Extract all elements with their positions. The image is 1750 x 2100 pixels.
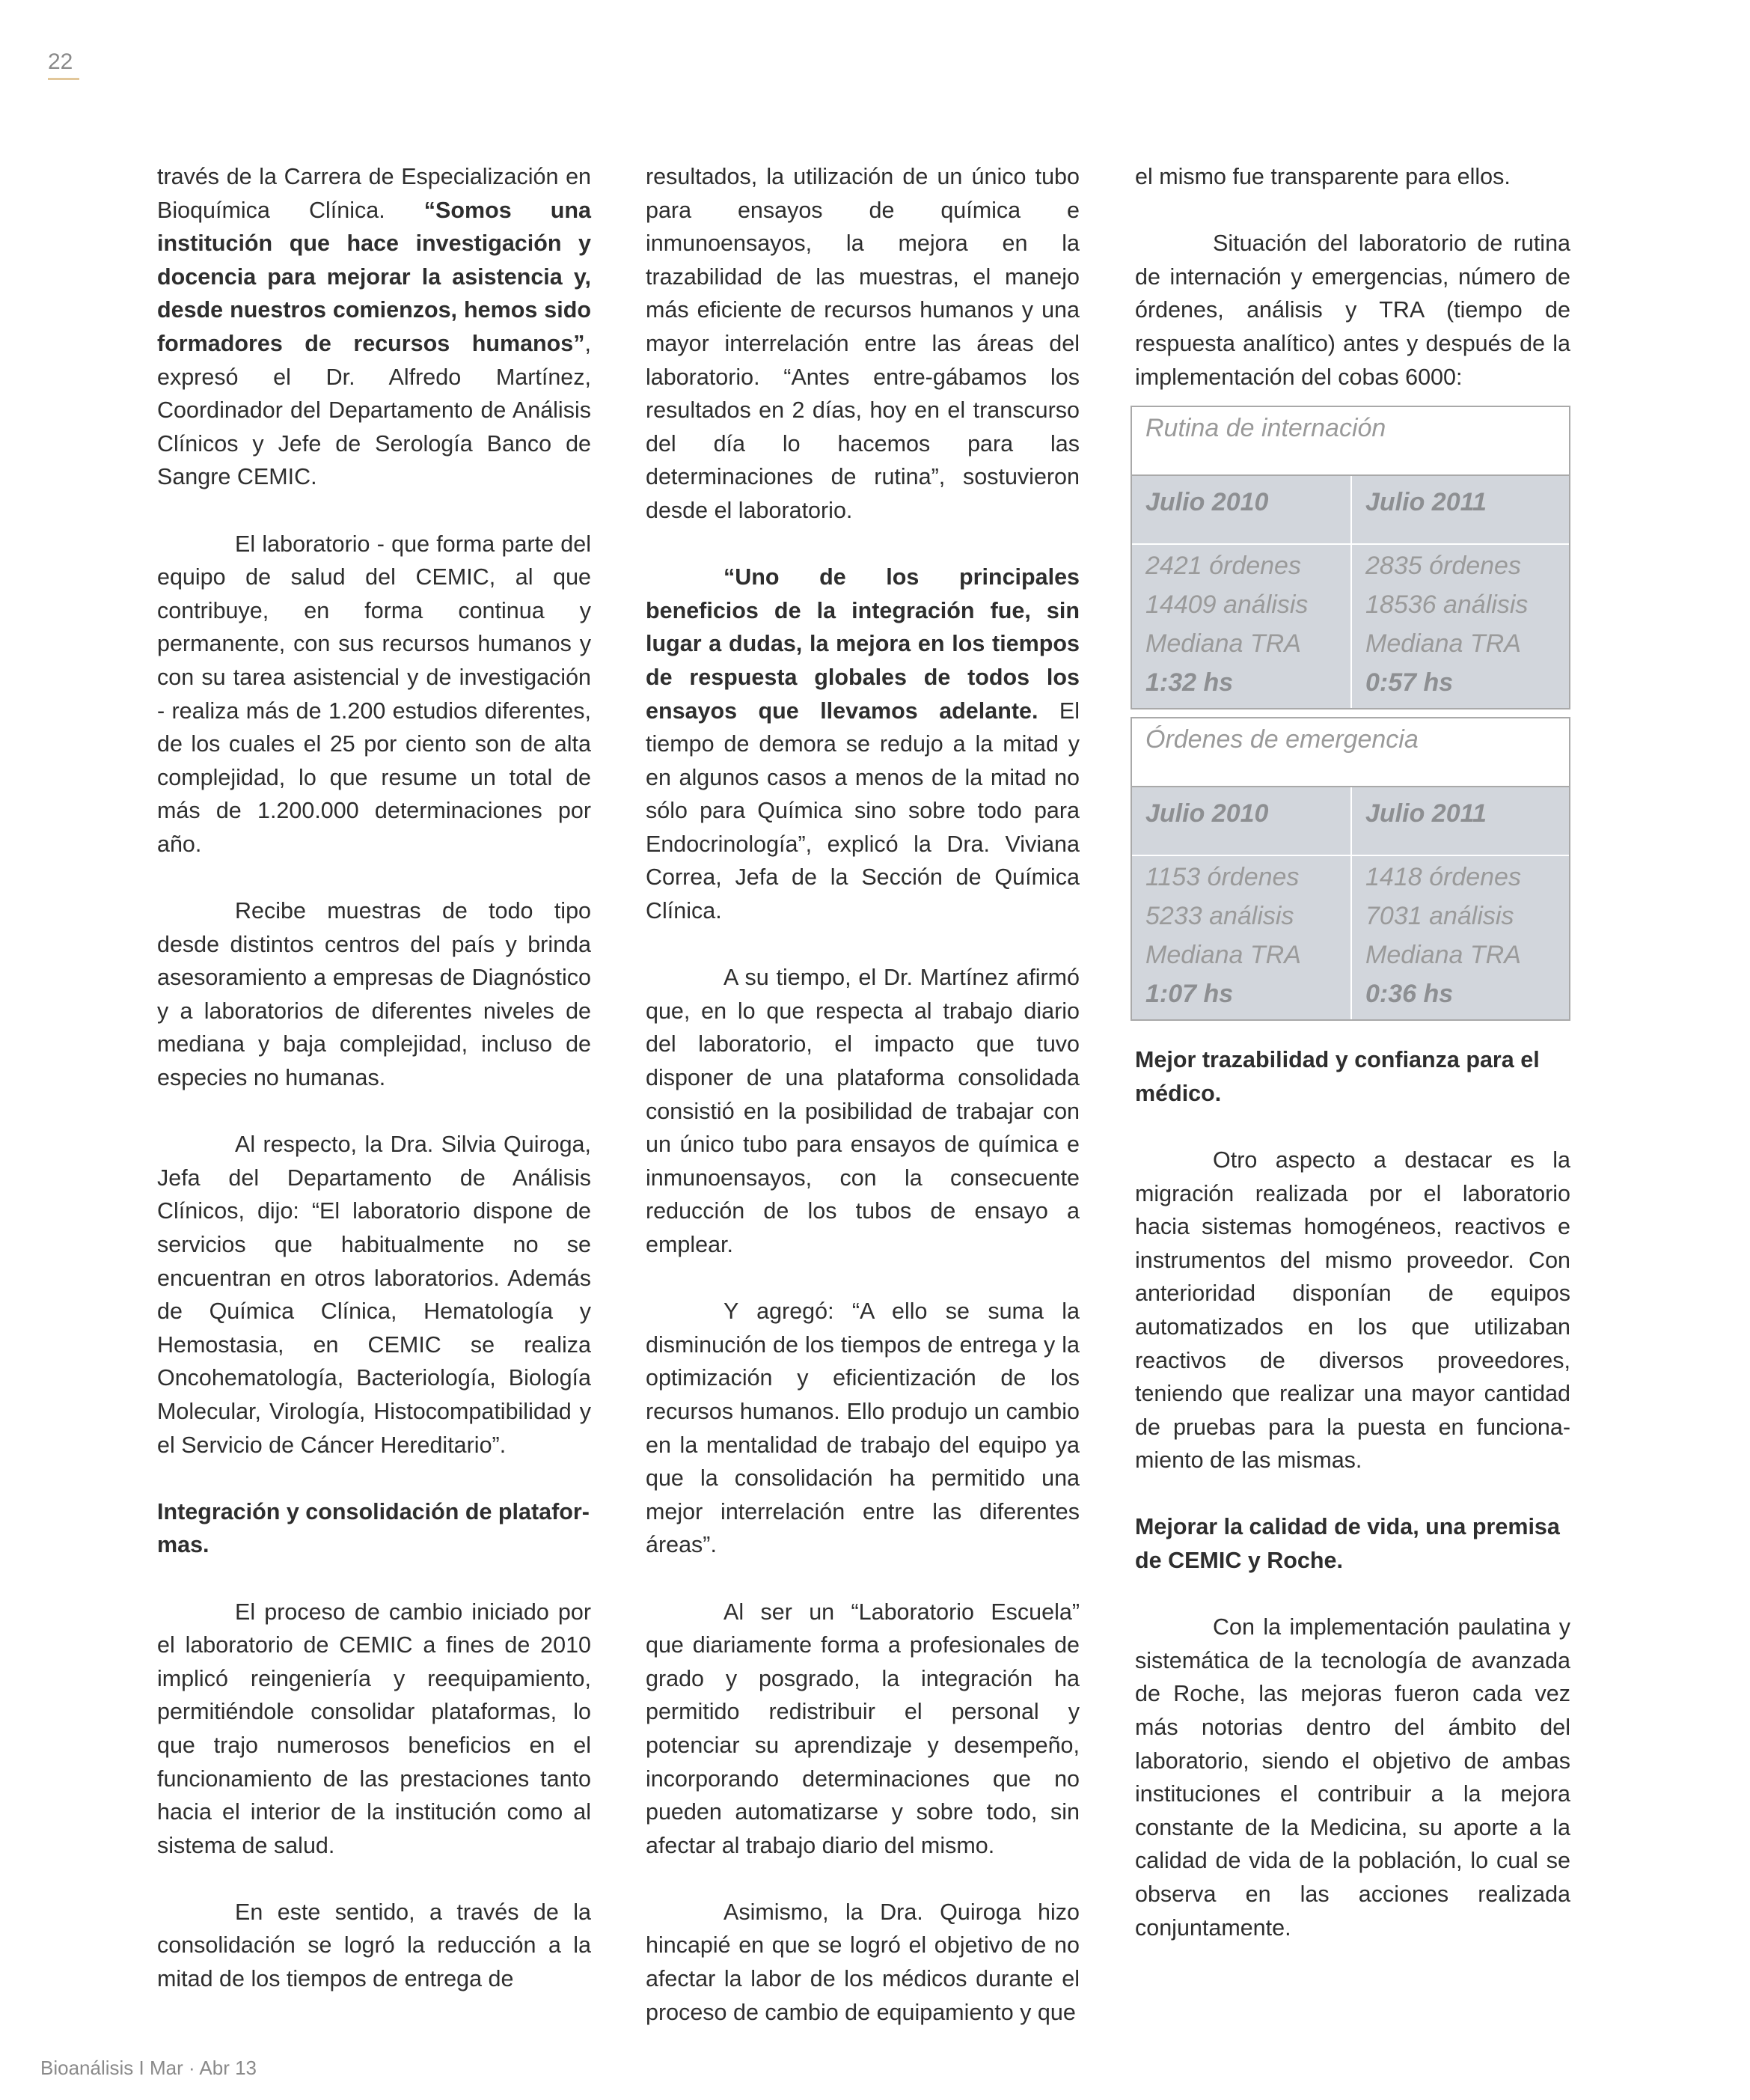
ordenes-value: 1153 órdenes (1145, 863, 1300, 892)
article-column-1 (157, 160, 591, 1996)
page-number: 22 (48, 49, 73, 74)
tra-value: 1:32 hs (1145, 668, 1234, 698)
paragraph: A su tiempo, el Dr. Martínez afirmó que, en lo que respecta al trabajo diario del laboratorio, el impacto que tuvo disponer de una plataforma consolidada consistió en la posibilidad de trabajar con un único tubo para ensayos de química e inmunoensayos, con la consecuente reducción de los tubos de ensayo a emplear. (646, 965, 1080, 1257)
section-heading: Mejor trazabilidad y confianza para el médico. (1135, 1047, 1540, 1106)
ordenes-value: 2421 órdenes (1145, 552, 1301, 581)
analisis-value: 7031 análisis (1365, 902, 1514, 931)
article-column-3 (1135, 160, 1570, 1944)
section-heading: Mejorar la calidad de vida, una premisa de CEMIC y Roche. (1135, 1514, 1560, 1574)
table-header-cell: Julio 2010 (1132, 476, 1350, 545)
tra-label: Mediana TRA (1365, 941, 1521, 970)
paragraph (157, 160, 591, 494)
analisis-value: 14409 análisis (1145, 590, 1309, 620)
analisis-value: 18536 análisis (1365, 590, 1529, 620)
page-footer: Bioanálisis I Mar · Abr 13 (40, 2057, 257, 2079)
paragraph: Al ser un “Laboratorio Escuela” que diariamente forma a profesionales de grado y posgrado, la integración ha permitido redistribuir el personal y potenciar su aprendizaje y desempeño, incorporando determinaciones que no pueden automatizarse y sobre todo, sin afectar al trabajo diario del mismo. (646, 1599, 1080, 1858)
table-header-cell: Julio 2011 (1350, 787, 1569, 856)
tra-value: 0:57 hs (1365, 668, 1454, 698)
paragraph: El proceso de cambio iniciado por el laboratorio de CEMIC a fines de 2010 implicó reingeniería y reequipamiento, permitiéndole consolidar plataformas, lo que trajo numerosos beneficios en el funcionamiento de las prestaciones tanto hacia el interior de la institución como al sistema de salud. (157, 1599, 591, 1858)
tra-label: Mediana TRA (1145, 941, 1301, 970)
paragraph: En este sentido, a través de la consolidación se logró la reducción a la mitad de los tiempos de entrega de (157, 1899, 591, 1992)
tra-label: Mediana TRA (1145, 629, 1301, 659)
table-cell (1132, 545, 1350, 708)
text-run: El tiempo de demora se redujo a la mitad y en algunos casos a menos de la mitad no sólo para Química sino sobre todo para Endocrinología”, explicó la Dra. Viviana Correa, Jefa de la Sección de Química Clínica. (646, 698, 1080, 924)
paragraph: Y agregó: “A ello se suma la disminución de los tiempos de entrega y la optimización y eficientización de los recursos humanos. Ello produjo un cambio en la mentalidad de trabajo del equipo ya que la consolidación ha permitido una mejor interrelación entre las diferentes áreas”. (646, 1298, 1080, 1558)
paragraph: resultados, la utilización de un único tubo para ensayos de química e inmunoensayos, la mejora en la trazabilidad de las muestras, el manejo más eficiente de recursos humanos y una mayor interrelación entre las áreas del laboratorio. “Antes entre-gábamos los resultados en 2 días, hoy en el transcurso del día lo hacemos para las determinaciones de rutina”, sostuvieron desde el laboratorio. (646, 164, 1080, 523)
table-title: Órdenes de emergencia (1132, 718, 1569, 787)
table-cell (1132, 856, 1350, 1019)
paragraph: Situación del laboratorio de rutina de internación y emergencias, número de órdenes, análisis y TRA (tiempo de respuesta analítico) antes y después de la implementación del cobas 6000: (1135, 231, 1570, 390)
analisis-value: 5233 análisis (1145, 902, 1294, 931)
table-body-row (1132, 545, 1569, 708)
paragraph: Otro aspecto a destacar es la migración realizada por el laboratorio hacia sistemas homogéneos, reactivos e instrumentos del mismo proveedor. Con anterioridad disponían de equipos automatizados en los que utilizaban reactivos de diversos proveedores, teniendo que realizar una mayor cantidad de pruebas para la puesta en funciona-miento de las mismas. (1135, 1147, 1570, 1474)
table-cell (1350, 545, 1569, 708)
article-column-2 (646, 160, 1080, 2029)
table-body-row (1132, 856, 1569, 1019)
tra-value: 0:36 hs (1365, 980, 1454, 1009)
table-title: Rutina de internación (1132, 407, 1569, 476)
text-run: , expresó el Dr. Alfredo Martínez, Coordinador del Departamento de Análisis Clínicos y Jefe de Serología Banco de Sangre CEMIC. (157, 330, 591, 490)
tra-label: Mediana TRA (1365, 629, 1521, 659)
table-header-cell: Julio 2011 (1350, 476, 1569, 545)
quote-bold: “Somos una institución que hace investigación y docencia para mejorar la asistencia y, desde nuestros comienzos, hemos sido formadores de recursos humanos” (157, 197, 591, 356)
paragraph: Al respecto, la Dra. Silvia Quiroga, Jefa del Departamento de Análisis Clínicos, dijo: “El laboratorio dispone de servicios que habitualmente no se encuentran en otros laboratorios. Además de Química Clínica, Hematología y Hemostasia, en CEMIC se realiza Oncohematología, Bacteriología, Biología Molecular, Virología, Histocompatibilidad y el Servicio de Cáncer Hereditario”. (157, 1132, 591, 1458)
paragraph (646, 561, 1080, 928)
table-header-row (1132, 476, 1569, 545)
paragraph: Con la implementación paulatina y sistemática de la tecnología de avanzada de Roche, las mejoras fueron cada vez más notorias dentro del ámbito del laboratorio, siendo el objetivo de ambas instituciones el contribuir a la mejora constante de la Medicina, su aporte a la calidad de vida de la población, lo cual se observa en las acciones realizada conjuntamente. (1135, 1614, 1570, 1941)
section-heading: Integración y consolidación de platafor-mas. (157, 1498, 590, 1558)
table-header-row (1132, 787, 1569, 856)
ordenes-value: 2835 órdenes (1365, 552, 1521, 581)
table-cell (1350, 856, 1569, 1019)
table-rutina-internacion (1131, 406, 1570, 709)
page-number-underline (48, 78, 79, 80)
quote-bold: “Uno de los principales beneficios de la integración fue, sin lugar a dudas, la mejora en los tiempos de respuesta globales de todos los ensayos que llevamos adelante. (646, 564, 1080, 724)
text-run: través de la Carrera de Especialización en Bioquímica Clínica. (157, 164, 591, 223)
paragraph: El laboratorio - que forma parte del equipo de salud del CEMIC, al que contribuye, en forma continua y permanente, con sus recursos humanos y con su tarea asistencial y de investigación - realiza más de 1.200 estudios diferentes, de los cuales el 25 por ciento son de alta complejidad, lo que resume un total de más de 1.200.000 determinaciones por año. (157, 531, 591, 857)
paragraph: el mismo fue transparente para ellos. (1135, 164, 1511, 189)
tra-value: 1:07 hs (1145, 980, 1234, 1009)
table-ordenes-emergencia (1131, 717, 1570, 1021)
table-header-cell: Julio 2010 (1132, 787, 1350, 856)
ordenes-value: 1418 órdenes (1365, 863, 1521, 892)
paragraph: Asimismo, la Dra. Quiroga hizo hincapié en que se logró el objetivo de no afectar la labor de los médicos durante el proceso de cambio de equipamiento y que (646, 1899, 1080, 2025)
paragraph: Recibe muestras de todo tipo desde distintos centros del país y brinda asesoramiento a empresas de Diagnóstico y a laboratorios de diferentes niveles de mediana y baja complejidad, incluso de especies no humanas. (157, 898, 591, 1091)
